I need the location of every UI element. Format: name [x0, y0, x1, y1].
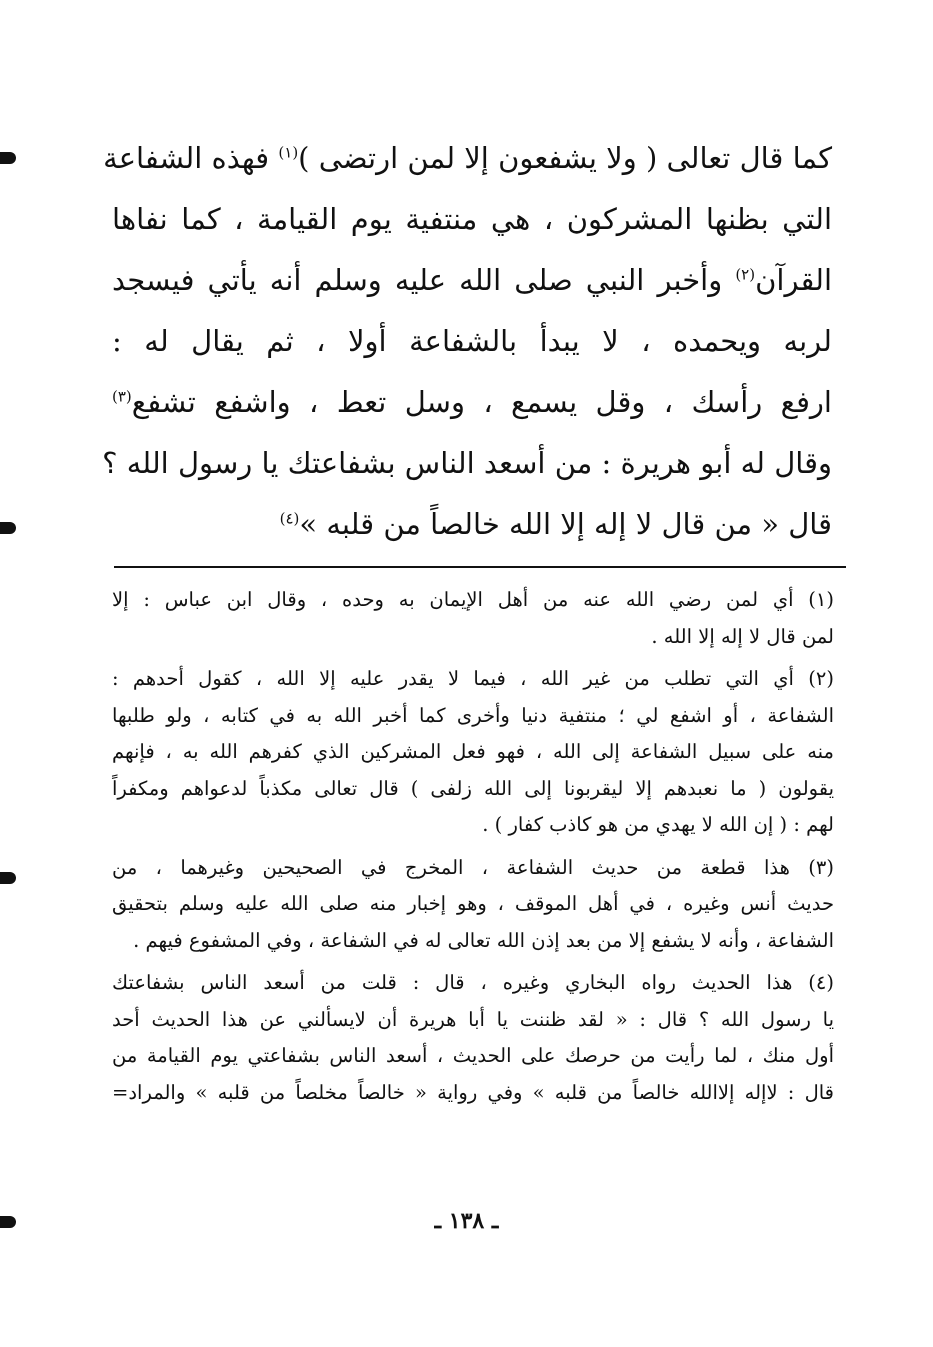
footnote-line: الشفاعة ، أو اشفع لي ؛ منتفية دنيا وأخرى كما أخبر الله به في كتابه ، ولو طلبها: [112, 703, 834, 727]
footnote-line: لهم : ( إن الله لا يهدي من هو كاذب كفار ) .: [482, 813, 834, 836]
footnote-line: يقولون ( ما نعبدهم إلا ليقربونا إلى الله زلفى ) قال تعالى مكذباً لدعواهم ومكفراً: [112, 776, 834, 800]
footnote-line: قال : لاإله إلاالله خالصاً من قلبه » وفي رواية « خالصاً مخلصاً من قلبه » والمراد=: [112, 1080, 834, 1104]
footnote-line: أول منك ، لما رأيت من حرصك على الحديث ، أسعد الناس بشفاعتي يوم القيامة من: [112, 1044, 834, 1067]
footnote-line: (٢) أي التي تطلب من غير الله ، فيما لا يقدر عليه إلا الله ، كقول أحدهم :: [112, 667, 834, 690]
footnote-ref-2[interactable]: (٢): [735, 265, 756, 284]
footnote-line: الشفاعة ، وأنه لا يشفع إلا من بعد إذن الله تعالى له في الشفاعة ، وفي المشفوع فيهم .: [133, 928, 834, 952]
footnote-ref-3[interactable]: (٣): [112, 387, 132, 406]
page-number: ـ ١٣٨ ـ: [434, 1208, 499, 1234]
footnote-ref-4[interactable]: (٤): [279, 509, 300, 528]
footnote-1: [112, 582, 834, 655]
main-line-1-tail: فهذه الشفاعة: [103, 141, 270, 175]
footnote-3: [112, 850, 834, 960]
footnotes: [112, 582, 834, 1117]
margin-mark: [0, 522, 16, 534]
footnote-ref-1[interactable]: (١): [278, 143, 299, 162]
main-line-1-text: كما قال تعالى ( ولا يشفعون إلا لمن ارتضى ): [298, 141, 832, 175]
footnote-line: (١) أي لمن رضي الله عنه من أهل الإيمان به وحده ، وقال ابن عباس : إلا: [112, 588, 834, 611]
main-line-7-text: قال « من قال لا إله إلا الله خالصاً من قلبه »: [299, 507, 832, 541]
main-text: [102, 128, 833, 555]
footnote-line: حديث أنس وغيره ، في أهل الموقف ، وهو إخبار منه صلى الله عليه وسلم بتحقيق: [112, 892, 834, 915]
footnote-separator: [114, 566, 846, 568]
footnote-4: [112, 965, 834, 1111]
main-line-3: [112, 250, 832, 311]
main-line-5-text: ارفع رأسك ، وقل يسمع ، وسل تعط ، واشفع تشفع: [131, 385, 832, 419]
main-line-7: [112, 494, 832, 555]
main-line-1: [103, 128, 832, 189]
main-line-3-tail: وأخبر النبي صلى الله عليه وسلم أنه يأتي فيسجد: [112, 263, 723, 297]
footnote-2: [112, 661, 834, 844]
main-line-6: وقال له أبو هريرة : من أسعد الناس بشفاعتك يا رسول الله ؟: [102, 446, 832, 480]
margin-mark: [0, 152, 16, 164]
main-line-5: [112, 372, 832, 433]
main-line-2: التي بظنها المشركون ، هي منتفية يوم القيامة ، كما نفاها: [112, 202, 832, 236]
footnote-line: لمن قال لا إله إلا الله .: [651, 624, 834, 648]
main-line-3-text: القرآن: [755, 263, 833, 297]
footnote-line: يا رسول الله ؟ قال : « لقد ظننت يا أبا هريرة أن لايسألني عن هذا الحديث أحد: [112, 1007, 834, 1031]
footnote-line: (٣) هذا قطعة من حديث الشفاعة ، المخرج في الصحيحين وغيرهما ، من: [112, 855, 834, 879]
footnote-line: (٤) هذا الحديث رواه البخاري وغيره ، قال : قلت من أسعد الناس بشفاعتك: [112, 971, 834, 994]
main-line-4: لربه ويحمده ، لا يبدأ بالشفاعة أولا ، ثم يقال له :: [112, 324, 832, 358]
margin-mark: [0, 872, 16, 884]
footnote-line: منه على سبيل الشفاعة إلى الله ، فهو فعل المشركين الذي كفرهم الله به ، فإنهم: [112, 740, 834, 763]
